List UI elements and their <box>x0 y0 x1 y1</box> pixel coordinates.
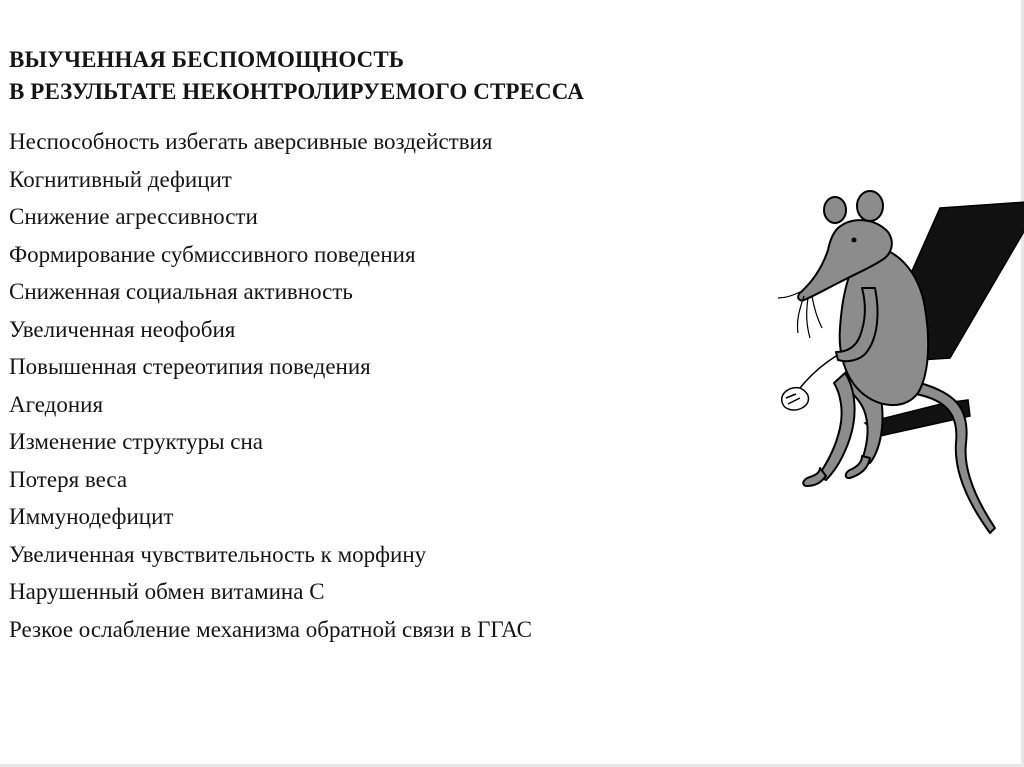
rat-eye <box>852 238 857 243</box>
list-item: Когнитивный дефицит <box>9 166 232 192</box>
rat-front-leg <box>818 373 855 480</box>
list-item: Изменение структуры сна <box>9 429 264 454</box>
list-item: Увеличенная неофобия <box>9 316 236 342</box>
title-line-1: ВЫУЧЕННАЯ БЕСПОМОЩНОСТЬ <box>9 47 405 72</box>
title-line-2: В РЕЗУЛЬТАТЕ НЕКОНТРОЛИРУЕМОГО СТРЕССА <box>9 79 584 104</box>
rat-front-foot <box>803 468 826 486</box>
flower-illustration <box>782 356 836 410</box>
list-item: Снижение агрессивности <box>9 204 258 229</box>
rat-foot <box>846 456 870 478</box>
list-item: Агедония <box>9 391 104 417</box>
slide-title <box>9 44 584 108</box>
list-item: Резкое ослабление механизма обратной связи в ГГАС <box>9 616 532 642</box>
list-item: Увеличенная чувствительность к морфину <box>9 541 427 567</box>
rat-ear-left <box>824 197 846 223</box>
list-item: Сниженная социальная активность <box>9 279 353 304</box>
list-item: Повышенная стереотипия поведения <box>9 354 371 379</box>
rat-illustration <box>770 188 1024 538</box>
list-item: Иммунодефицит <box>9 504 174 529</box>
symptom-list <box>9 123 532 648</box>
rat-ear-right <box>857 191 883 221</box>
list-item: Формирование субмиссивного поведения <box>9 241 416 267</box>
list-item: Нарушенный обмен витамина С <box>9 579 325 604</box>
list-item: Потеря веса <box>9 466 128 492</box>
list-item: Неспособность избегать аверсивные воздействия <box>9 129 493 154</box>
rat-tail <box>916 383 995 533</box>
